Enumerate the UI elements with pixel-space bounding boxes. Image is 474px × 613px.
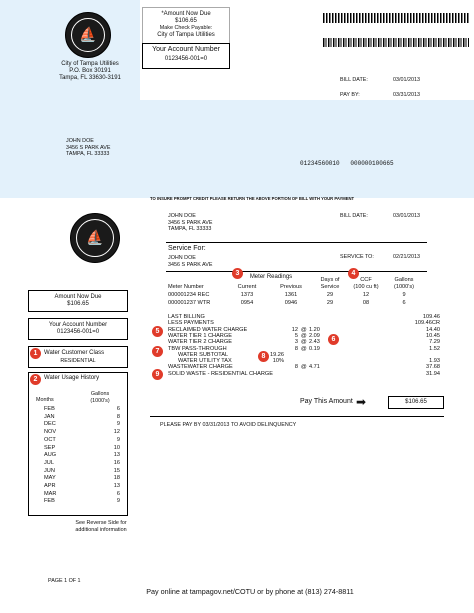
meter-previous: 1361 — [284, 292, 298, 298]
meter-days: 29 — [326, 300, 334, 306]
usage-gallons: 16 — [113, 459, 120, 466]
usage-gallons: 10 — [113, 444, 120, 451]
usage-month: JAN — [44, 413, 55, 420]
arrow-right-icon: ➡ — [356, 395, 367, 409]
usage-months-header: Months — [36, 397, 54, 403]
col-days-line: Days of — [320, 277, 340, 283]
return-address-line: P.O. Box 30191 — [69, 68, 111, 75]
return-address-line: Tampa, FL 33630-3191 — [59, 75, 121, 82]
usage-month: JUN — [44, 467, 55, 474]
usage-month: JUL — [44, 459, 54, 466]
charge-sub: 10% — [272, 358, 284, 365]
service-for-address — [168, 255, 212, 268]
usage-history-label: Water Usage History — [44, 375, 100, 381]
divider — [150, 416, 444, 417]
col-gallons — [388, 277, 420, 290]
account-number-value: 0123456-001=0 — [164, 56, 208, 63]
charge-amount: 1.52 — [429, 345, 440, 352]
charge-amount: 109.46 — [422, 314, 440, 320]
col-days-line: Service — [320, 283, 340, 290]
amount-due-box — [142, 7, 230, 45]
charge-rate: 1.20 — [309, 326, 320, 333]
usage-month: MAR — [44, 490, 57, 497]
pay-this-amount-box: $106.65 — [388, 396, 444, 409]
service-for-line: 3456 S PARK AVE — [168, 261, 213, 268]
postal-barcode-top — [323, 13, 469, 23]
charge-label: LESS PAYMENTS — [168, 320, 214, 327]
remit-pay-by-label: PAY BY: — [340, 92, 360, 98]
make-check-payable: Make Check Payable: — [159, 25, 213, 32]
meter-gallons: 6 — [402, 300, 406, 306]
usage-gallons: 12 — [113, 429, 120, 436]
charge-amount: 37.68 — [426, 364, 440, 371]
remit-customer-address — [66, 138, 110, 158]
usage-month: SEP — [44, 444, 56, 451]
scan-line: 01234560010 000000100665 — [300, 160, 394, 167]
pay-this-amount-label: Pay This Amount — [300, 398, 353, 405]
divider — [166, 242, 427, 243]
meter-readings-label: Meter Readings — [249, 274, 293, 280]
remit-bill-date: 03/01/2013 — [393, 77, 420, 83]
page-number: PAGE 1 OF 1 — [48, 578, 81, 584]
remit-pay-by: 03/31/2013 — [393, 92, 420, 98]
charge-rate: 2.09 — [309, 332, 320, 339]
usage-month: DEC — [44, 421, 56, 428]
usage-month: MAY — [44, 475, 56, 482]
see-reverse-note — [58, 520, 144, 533]
col-current: Current — [237, 284, 257, 290]
badge-9: 9 — [152, 369, 163, 380]
meter-current: 1373 — [240, 292, 254, 298]
account-number-label: Your Account Number — [152, 46, 220, 53]
badge-5: 5 — [152, 326, 163, 337]
charge-at: @ — [301, 326, 307, 333]
customer-line: JOHN DOE — [168, 213, 196, 219]
customer-class-box — [28, 346, 128, 368]
usage-gallons-header — [84, 391, 116, 404]
charge-label: RECLAIMED WATER CHARGE — [168, 326, 248, 333]
left-amount-due-value: $106.65 — [67, 301, 89, 308]
usage-month: FEB — [44, 498, 55, 505]
charge-amount: 1.93 — [429, 358, 440, 365]
charge-label: LAST BILLING — [168, 314, 205, 320]
charge-label: WATER TIER 1 CHARGE — [168, 332, 232, 339]
pay-online-footer: Pay online at tampagov.net/COTU or by phone at (813) 274-8811 — [146, 587, 354, 596]
service-to-label: SERVICE TO: — [340, 254, 374, 260]
badge-3: 3 — [232, 268, 243, 279]
postal-barcode-bottom — [323, 38, 469, 47]
left-account-label: Your Account Number — [48, 322, 108, 328]
charge-qty: 5 — [294, 332, 298, 339]
meter-gallons: 9 — [402, 292, 406, 298]
charge-rate: 4.71 — [309, 364, 320, 371]
usage-gallons: 9 — [116, 498, 120, 505]
return-address-line: City of Tampa Utilities — [61, 61, 119, 67]
charge-qty: 3 — [294, 339, 298, 346]
see-reverse-line: See Reverse Side for — [75, 520, 127, 526]
meter-current: 0954 — [240, 300, 254, 306]
bill-customer-address — [168, 213, 212, 233]
amount-due-label: *Amount Now Due — [161, 11, 211, 17]
charge-amount: 10.45 — [426, 332, 440, 339]
col-gallons-line: (1000's) — [393, 283, 415, 290]
remit-account-box — [142, 43, 230, 69]
return-address — [40, 61, 140, 83]
charge-rate: 0.19 — [309, 345, 320, 352]
service-for-label: Service For: — [168, 245, 206, 252]
city-seal-logo: ⛵ — [65, 12, 111, 58]
customer-class-label: Water Customer Class — [44, 350, 105, 356]
col-ccf-line: CCF — [360, 277, 372, 283]
charge-sub: 19.26 — [270, 351, 284, 358]
customer-line: 3456 S PARK AVE — [66, 144, 111, 151]
badge-8: 8 — [258, 351, 269, 362]
charge-at: @ — [301, 339, 307, 346]
charge-amount: 14.40 — [426, 326, 440, 333]
badge-7: 7 — [152, 346, 163, 357]
service-to-date: 02/21/2013 — [393, 254, 420, 260]
charge-rate: 2.43 — [309, 339, 320, 346]
charge-qty: 8 — [294, 345, 298, 352]
meter-ccf: 08 — [362, 300, 370, 306]
charge-qty: 8 — [294, 364, 298, 371]
charge-amount: 109.46CR — [414, 320, 440, 327]
col-meter-number: Meter Number — [168, 284, 204, 290]
charge-amount: 7.29 — [429, 339, 440, 346]
usage-gallons-line: Gallons — [90, 391, 110, 397]
bill-date: 03/01/2013 — [393, 213, 420, 219]
payee: City of Tampa Utilities — [157, 32, 215, 38]
col-days — [314, 277, 346, 290]
left-amount-due-label: Amount Now Due — [54, 294, 102, 300]
left-account-value: 0123456-001=0 — [56, 329, 100, 336]
charge-qty: 12 — [291, 326, 298, 333]
amount-due-value: $106.65 — [175, 18, 197, 25]
charge-label: WATER SUBTOTAL — [178, 351, 229, 358]
left-account-box — [28, 318, 128, 340]
meter-number: 000001237 WTR — [168, 300, 211, 306]
customer-class-value: RESIDENTIAL — [60, 358, 96, 365]
charge-label: WATER UTILITY TAX — [178, 358, 232, 365]
bill-date-label: BILL DATE: — [340, 213, 368, 219]
charge-at: @ — [301, 364, 307, 371]
usage-gallons: 6 — [116, 406, 120, 412]
usage-month: OCT — [44, 436, 56, 443]
charge-label: WASTEWATER CHARGE — [168, 364, 233, 371]
usage-gallons: 8 — [116, 413, 120, 420]
service-for-line: JOHN DOE — [168, 255, 196, 261]
col-ccf-line: (100 cu ft) — [353, 283, 379, 290]
col-previous: Previous — [280, 284, 302, 290]
col-gallons-line: Gallons — [394, 277, 414, 283]
customer-line: JOHN DOE — [66, 138, 94, 144]
charge-amount: 31.94 — [426, 370, 440, 377]
usage-gallons-line: (1000's) — [90, 397, 110, 404]
meter-ccf: 12 — [362, 292, 370, 298]
usage-gallons: 13 — [113, 452, 120, 459]
usage-month: NOV — [44, 429, 57, 436]
usage-month: FEB — [44, 406, 55, 412]
badge-1: 1 — [30, 348, 41, 359]
usage-gallons: 9 — [116, 436, 120, 443]
divider — [166, 271, 427, 272]
usage-month: AUG — [44, 452, 57, 459]
charge-at: @ — [301, 332, 307, 339]
usage-gallons: 9 — [116, 421, 120, 428]
remit-bill-date-label: BILL DATE: — [340, 77, 368, 83]
left-amount-due-box — [28, 290, 128, 312]
charge-label: SOLID WASTE - RESIDENTIAL CHARGE — [168, 370, 273, 377]
badge-4: 4 — [348, 268, 359, 279]
charge-label: TBW PASS-THROUGH — [168, 345, 227, 352]
charge-at: @ — [301, 345, 307, 352]
see-reverse-line: additional information — [75, 526, 127, 533]
usage-gallons: 13 — [113, 483, 120, 489]
badge-6: 6 — [328, 334, 339, 345]
meter-days: 29 — [326, 292, 334, 298]
city-seal-logo-bill: ⛵ — [70, 213, 120, 263]
customer-line: TAMPA, FL 33333 — [66, 151, 110, 158]
please-pay-by: PLEASE PAY BY 03/31/2013 TO AVOID DELINQUENCY — [160, 422, 297, 428]
usage-gallons: 6 — [116, 490, 120, 497]
customer-line: 3456 S PARK AVE — [168, 219, 213, 226]
usage-gallons: 18 — [113, 475, 120, 482]
tear-notice: TO INSURE PROMPT CREDIT PLEASE RETURN THE ABOVE PORTION OF BILL WITH YOUR PAYMENT — [150, 196, 355, 201]
usage-gallons: 15 — [113, 467, 120, 474]
meter-previous: 0946 — [284, 300, 298, 306]
charge-label: WATER TIER 2 CHARGE — [168, 339, 232, 346]
usage-month: APR — [44, 483, 56, 489]
col-ccf — [350, 277, 382, 290]
customer-line: TAMPA, FL 33333 — [168, 226, 212, 233]
badge-2: 2 — [30, 374, 41, 385]
meter-number: 000001234 REC — [168, 292, 210, 298]
